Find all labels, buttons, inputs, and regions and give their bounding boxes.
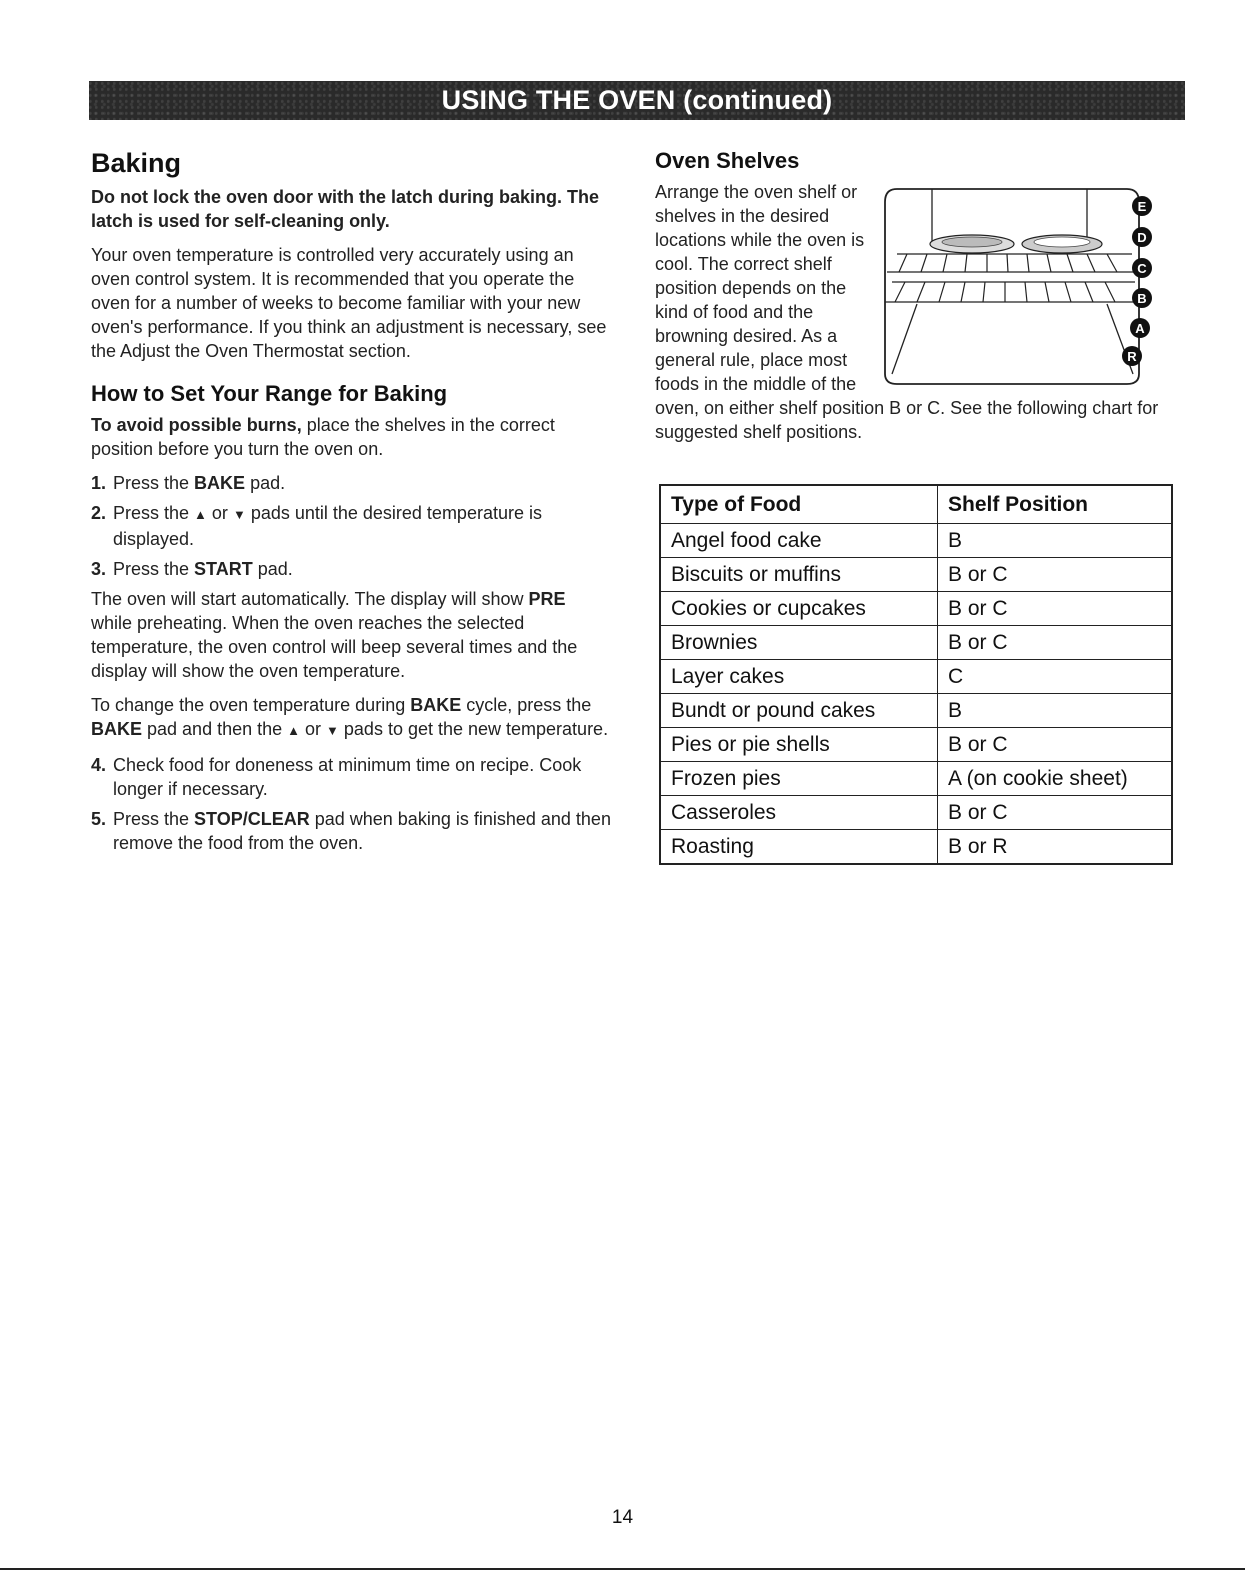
step-2: 2. Press the ▲ or ▼ pads until the desired temperature is displayed.	[91, 503, 542, 549]
table-row	[660, 524, 1172, 558]
food-cell: Bundt or pound cakes	[660, 694, 938, 728]
up-arrow-icon: ▲	[194, 507, 207, 522]
footer-divider	[0, 1568, 1245, 1570]
shelf-cell: B or C	[938, 558, 1173, 592]
baking-title: Baking	[91, 148, 182, 178]
table-row	[660, 830, 1172, 865]
shelf-cell: B or C	[938, 728, 1173, 762]
shelf-cell: A (on cookie sheet)	[938, 762, 1173, 796]
shelf-cell: C	[938, 660, 1173, 694]
pie-dish-icon	[930, 235, 1014, 253]
svg-text:A: A	[1135, 321, 1145, 336]
table-row	[660, 694, 1172, 728]
food-cell: Biscuits or muffins	[660, 558, 938, 592]
food-cell: Casseroles	[660, 796, 938, 830]
shelf-marker-c	[1132, 258, 1152, 278]
table-header-food: Type of Food	[660, 485, 938, 524]
shelf-position-table	[659, 484, 1173, 865]
shelf-cell: B or C	[938, 592, 1173, 626]
step-5: 5. Press the STOP/CLEAR pad when baking is finished and then remove the food from the oven.	[91, 809, 611, 853]
shelf-cell: B	[938, 694, 1173, 728]
table-row	[660, 592, 1172, 626]
pie-dish-icon	[1022, 235, 1102, 253]
food-cell: Roasting	[660, 830, 938, 865]
table-row	[660, 660, 1172, 694]
change-temp-text: To change the oven temperature during BAKE cycle, press the BAKE pad and then the ▲ or ▼ pads to get the new temperature.	[91, 695, 609, 739]
svg-text:E: E	[1137, 199, 1147, 214]
shelf-marker-r	[1122, 346, 1142, 366]
table-header-row	[660, 485, 1172, 524]
step-1: 1. Press the BAKE pad.	[91, 473, 286, 493]
table-row	[660, 558, 1172, 592]
shelf-marker-d	[1132, 227, 1152, 247]
header-title: USING THE OVEN (continued)	[441, 85, 833, 115]
page-number: 14	[611, 1507, 634, 1528]
svg-text:B: B	[1137, 291, 1147, 306]
down-arrow-icon: ▼	[232, 507, 246, 522]
how-to-title: How to Set Your Range for Baking	[91, 381, 448, 406]
how-to-caution: To avoid possible burns, place the shelves in the correct position before you turn the oven on.	[91, 415, 555, 459]
shelf-marker-a	[1130, 318, 1150, 338]
down-arrow-icon: ▼	[326, 723, 339, 738]
upper-shelf-rack	[887, 254, 1139, 272]
baking-column	[91, 148, 611, 861]
table-row	[660, 762, 1172, 796]
shelf-cell: B or C	[938, 796, 1173, 830]
food-cell: Cookies or cupcakes	[660, 592, 938, 626]
food-cell: Angel food cake	[660, 524, 938, 558]
shelf-marker-e	[1132, 196, 1152, 216]
step-3: 3. Press the START pad.	[91, 559, 293, 579]
up-arrow-icon: ▲	[287, 723, 301, 738]
step-4: 4. Check food for doneness at minimum time on recipe. Cook longer if necessary.	[91, 755, 582, 799]
shelves-text-wide: oven, on either shelf position B or C. See the following chart for suggested shelf positions.	[655, 398, 1159, 442]
table-row	[660, 796, 1172, 830]
shelf-cell: B or C	[938, 626, 1173, 660]
food-cell: Layer cakes	[660, 660, 938, 694]
oven-shelf-diagram	[877, 184, 1152, 389]
baking-intro: Your oven temperature is controlled very accurately using an oven control system. It is recommended that you operate the oven for a number of weeks to become familiar with your new oven's performance. If you think an adjustment is necessary, see the Adjust the Oven Thermostat section.	[91, 245, 607, 361]
shelf-cell: B	[938, 524, 1173, 558]
baking-warning: Do not lock the oven door with the latch during baking. The latch is used for self-cleaning only.	[91, 187, 600, 231]
shelves-text-narrow: Arrange the oven shelf or shelves in the desired locations while the oven is cool. The correct shelf position depends on the kind of food and the browning desired. As a general rule, place most foods in the middle of the	[655, 182, 865, 394]
svg-text:D: D	[1137, 230, 1147, 245]
food-cell: Brownies	[660, 626, 938, 660]
food-cell: Pies or pie shells	[660, 728, 938, 762]
food-cell: Frozen pies	[660, 762, 938, 796]
auto-start-text: The oven will start automatically. The display will show PRE while preheating. When the oven reaches the selected temperature, the oven control will beep several times and the display will show the oven temperature.	[91, 589, 578, 681]
shelf-cell: B or R	[938, 830, 1173, 865]
table-row	[660, 728, 1172, 762]
shelves-title: Oven Shelves	[655, 148, 800, 173]
svg-text:C: C	[1137, 261, 1147, 276]
table-row	[660, 626, 1172, 660]
table-header-shelf: Shelf Position	[938, 485, 1173, 524]
lower-shelf-rack	[885, 282, 1141, 302]
shelves-column	[655, 148, 1175, 444]
svg-text:R: R	[1127, 349, 1137, 364]
shelf-marker-b	[1132, 288, 1152, 308]
header-banner	[89, 81, 1185, 120]
